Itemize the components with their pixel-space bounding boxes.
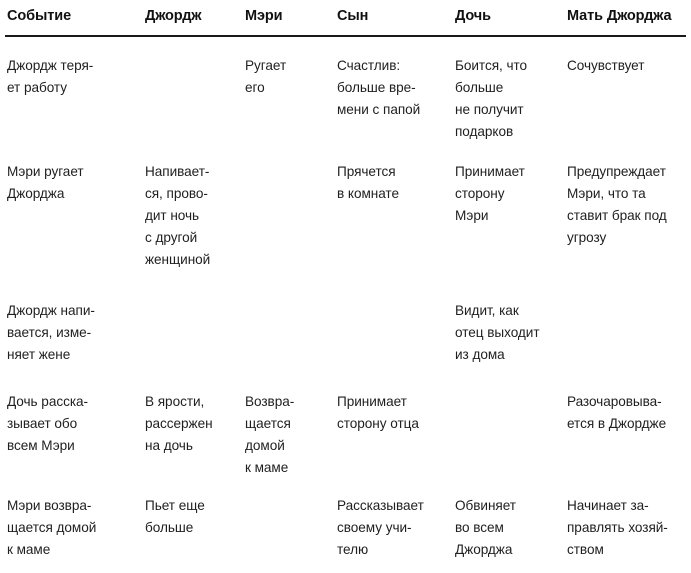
cell-line: Джордж теря- xyxy=(7,58,94,73)
cell-line: ставит брак под xyxy=(567,208,667,223)
cell-george xyxy=(145,495,245,539)
cell-line: с другой xyxy=(145,230,198,245)
cell-line: отец выходит xyxy=(455,325,540,340)
cell-line: сторону отца xyxy=(337,416,419,431)
cell-line: к маме xyxy=(7,542,51,557)
cell-event xyxy=(7,391,145,457)
cell-daughter xyxy=(455,300,567,366)
cell-george xyxy=(145,55,245,56)
cell-line: больше xyxy=(455,80,504,95)
cell-george_mother xyxy=(567,300,691,301)
cell-line: всем Мэри xyxy=(7,438,75,453)
cell-line: не получит xyxy=(455,102,524,117)
cell-line: ется в Джордже xyxy=(567,416,667,431)
cell-line: Видит, как xyxy=(455,303,519,318)
cell-line: Разочаровыва- xyxy=(567,394,662,409)
cell-line: зывает обо xyxy=(7,416,78,431)
cell-mary xyxy=(245,161,337,162)
cell-line: женщиной xyxy=(145,252,211,267)
cell-george xyxy=(145,161,245,271)
cell-mary xyxy=(245,55,337,99)
cell-line: Дочь расска- xyxy=(7,394,89,409)
cell-line: Боится, что xyxy=(455,58,528,73)
cell-george_mother xyxy=(567,55,691,77)
cell-line: Обвиняет xyxy=(455,498,516,513)
cell-line: щается xyxy=(245,416,291,431)
cell-line: щается домой xyxy=(7,520,97,535)
cell-line: к маме xyxy=(245,460,289,475)
cell-line: в комнате xyxy=(337,186,399,201)
column-header-daughter: Дочь xyxy=(455,8,491,24)
cell-line: мени с папой xyxy=(337,102,421,117)
cell-line: из дома xyxy=(455,347,505,362)
column-header-son: Сын xyxy=(337,8,369,24)
cell-daughter xyxy=(455,495,567,561)
cell-daughter xyxy=(455,161,567,227)
cell-line: Рассказывает xyxy=(337,498,424,513)
cell-line: Мэри возвра- xyxy=(7,498,92,513)
column-header-george_mother: Мать Джорджа xyxy=(567,8,672,24)
cell-line: В ярости, xyxy=(145,394,205,409)
table-row xyxy=(0,489,691,569)
table-body xyxy=(0,47,691,569)
cell-event xyxy=(7,161,145,205)
cell-son xyxy=(337,161,455,205)
cell-son xyxy=(337,55,455,121)
cell-line: Возвра- xyxy=(245,394,295,409)
cell-daughter xyxy=(455,55,567,143)
cell-mary xyxy=(245,495,337,496)
cell-son xyxy=(337,391,455,435)
cell-line: на дочь xyxy=(145,438,193,453)
cell-line: Начинает за- xyxy=(567,498,649,513)
cell-line: угрозу xyxy=(567,230,607,245)
cell-line: Предупреждает xyxy=(567,164,666,179)
cell-line: Джорджа xyxy=(7,186,65,201)
cell-line: во всем xyxy=(455,520,504,535)
cell-line: Мэри xyxy=(455,208,489,223)
cell-line: Мэри ругает xyxy=(7,164,84,179)
cell-line: Сочувствует xyxy=(567,58,645,73)
table-row xyxy=(0,385,691,489)
column-header-mary: Мэри xyxy=(245,8,283,24)
cell-line: Напивает- xyxy=(145,164,210,179)
cell-line: подарков xyxy=(455,124,514,139)
cell-line: Пьет еще xyxy=(145,498,205,513)
cell-line: рассержен xyxy=(145,416,213,431)
column-header-event: Событие xyxy=(7,8,72,24)
cell-line: Принимает xyxy=(455,164,525,179)
column-header-george: Джордж xyxy=(145,8,202,24)
cell-george_mother xyxy=(567,495,691,561)
cell-line: няет жене xyxy=(7,347,71,362)
cell-george xyxy=(145,300,245,301)
table-row xyxy=(0,293,691,385)
cell-line: сторону xyxy=(455,186,505,201)
table-row xyxy=(0,47,691,154)
cell-line: домой xyxy=(245,438,285,453)
cell-line: Джорджа xyxy=(455,542,513,557)
cell-line: ством xyxy=(567,542,604,557)
cell-line: телю xyxy=(337,542,369,557)
cell-son xyxy=(337,495,455,561)
cell-line: ся, прово- xyxy=(145,186,208,201)
cell-line: Прячется xyxy=(337,164,396,179)
cell-line: Мэри, что та xyxy=(567,186,646,201)
table-row xyxy=(0,154,691,293)
cell-daughter xyxy=(455,391,567,392)
cell-george_mother xyxy=(567,391,691,435)
cell-mary xyxy=(245,391,337,479)
cell-line: своему учи- xyxy=(337,520,412,535)
cell-george_mother xyxy=(567,161,691,249)
cell-line: Счастлив: xyxy=(337,58,401,73)
cell-event xyxy=(7,495,145,561)
cell-george xyxy=(145,391,245,457)
cell-event xyxy=(7,55,145,99)
cell-line: Ругает xyxy=(245,58,287,73)
cell-event xyxy=(7,300,145,366)
cell-line: ет работу xyxy=(7,80,68,95)
cell-line: больше xyxy=(145,520,194,535)
header-separator-rule xyxy=(5,35,686,37)
cell-mary xyxy=(245,300,337,301)
cell-line: правлять хозяй- xyxy=(567,520,668,535)
cell-line: вается, изме- xyxy=(7,325,92,340)
cell-son xyxy=(337,300,455,301)
cell-line: дит ночь xyxy=(145,208,200,223)
cell-line: больше вре- xyxy=(337,80,416,95)
cell-line: Принимает xyxy=(337,394,407,409)
cell-line: Джордж напи- xyxy=(7,303,95,318)
table-header-row xyxy=(0,0,691,36)
cell-line: его xyxy=(245,80,265,95)
